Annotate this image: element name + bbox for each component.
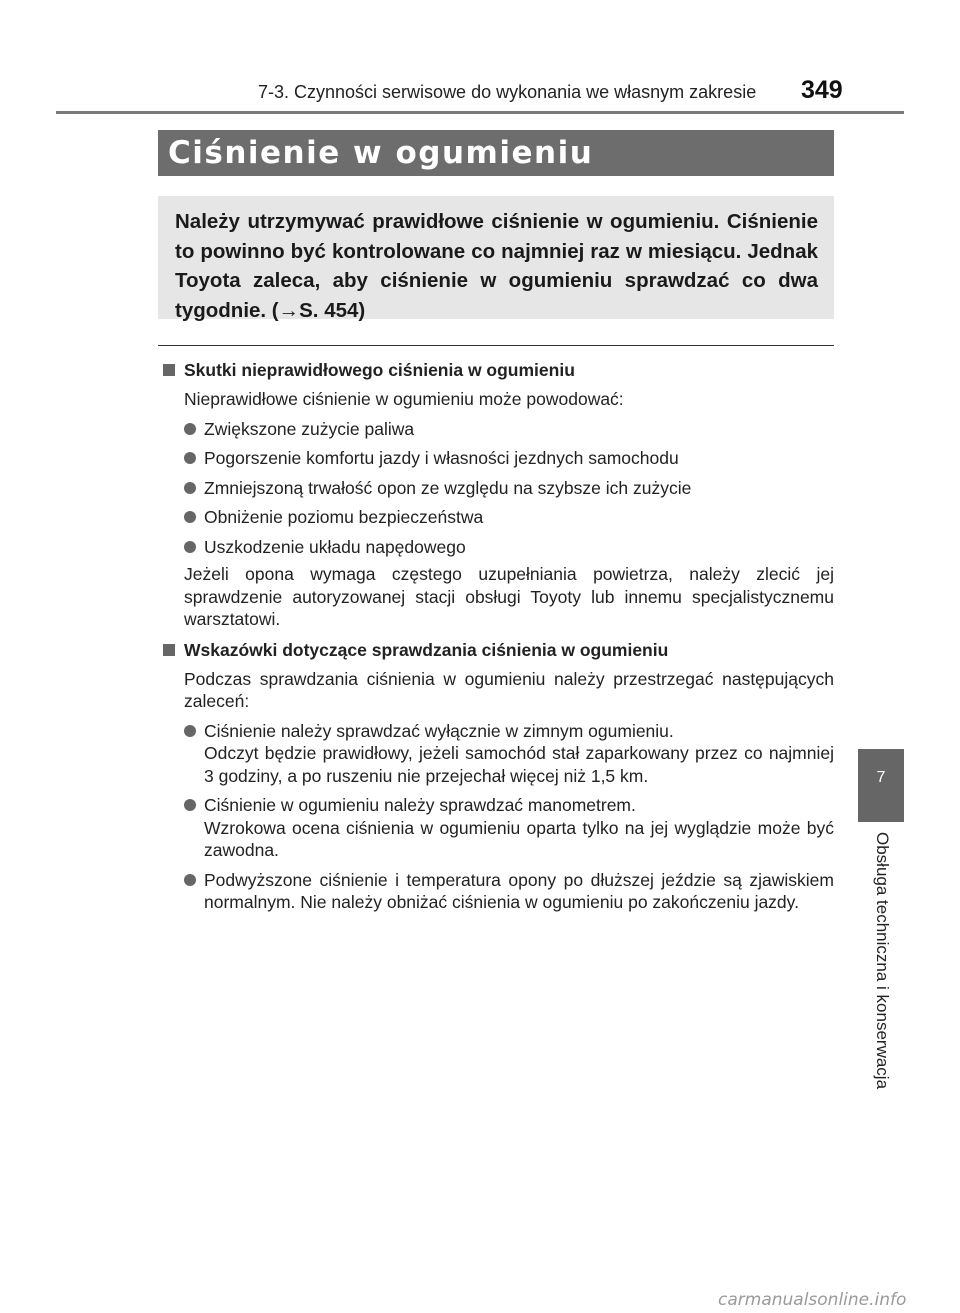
round-bullet-icon	[184, 799, 196, 811]
square-bullet-icon	[163, 364, 175, 376]
intro-box	[158, 196, 834, 322]
list-item	[184, 506, 834, 529]
round-bullet-icon	[184, 541, 196, 553]
list-item	[184, 477, 834, 500]
list-item	[184, 869, 834, 914]
list-item	[184, 418, 834, 441]
list-item	[184, 447, 834, 470]
chapter-number: 7	[876, 769, 886, 786]
list-item-text: Ciśnienie w ogumieniu należy sprawdzać manometrem.	[204, 795, 636, 815]
chapter-tab	[858, 749, 904, 822]
list-item-detail: Wzrokowa ocena ciśnienia w ogumieniu oparta tylko na jej wyglądzie może być zawodna.	[204, 817, 834, 860]
running-header: 7-3. Czynności serwisowe do wykonania we własnym zakresie	[258, 82, 757, 102]
list-item	[184, 720, 834, 788]
watermark: carmanualsonline.info	[718, 1290, 907, 1310]
list-item-text: Ciśnienie należy sprawdzać wyłącznie w zimnym ogumieniu.	[204, 720, 674, 741]
list-item-text: Zmniejszoną trwałość opon ze względu na szybsze ich zużycie	[204, 477, 692, 498]
round-bullet-icon	[184, 423, 196, 435]
section-heading-text: Wskazówki dotyczące sprawdzania ciśnienia w ogumieniu	[184, 639, 669, 660]
list-item-detail: Odczyt będzie prawidłowy, jeżeli samochód stał zaparkowany przez co najmniej 3 godziny, a po ruszeniu nie przejechał więcej niż 1,5 km.	[204, 743, 834, 786]
header-divider	[56, 111, 904, 114]
section-heading-text: Skutki nieprawidłowego ciśnienia w ogumieniu	[184, 360, 575, 380]
round-bullet-icon	[184, 482, 196, 494]
title-bar	[158, 130, 834, 176]
square-bullet-icon	[163, 644, 175, 656]
list-item-text: Uszkodzenie układu napędowego	[204, 536, 466, 557]
list-item	[184, 536, 834, 559]
intro-text: Należy utrzymywać prawidłowe ciśnienie w ogumieniu. Ciśnienie to powinno być kontrolowane co najmniej raz w miesiącu. Jednak Toyota zaleca, aby ciśnienie w ogumieniu sprawdzać co dwa tygodnie. (→S. 454)	[175, 210, 818, 322]
section-heading	[158, 637, 834, 663]
list-item-text: Obniżenie poziomu bezpieczeństwa	[204, 507, 484, 527]
page-title: Ciśnienie w ogumieniu	[168, 135, 594, 171]
content-body	[158, 353, 834, 914]
section-closing: Jeżeli opona wymaga częstego uzupełniania powietrza, należy zlecić jej sprawdzenie autoryzowanej stacji obsługi Toyoty lub innemu specjalistycznemu warsztatowi.	[184, 564, 834, 629]
chapter-label: Obsługa techniczna i konserwacja	[873, 832, 892, 1090]
round-bullet-icon	[184, 725, 196, 737]
list-item-text: Podwyższone ciśnienie i temperatura opony po dłuższej jeździe są zjawiskiem normalnym. Nie należy obniżać ciśnienia w ogumieniu po zakończeniu jazdy.	[204, 869, 834, 912]
section-lead: Podczas sprawdzania ciśnienia w ogumieniu należy przestrzegać następujących zaleceń:	[184, 668, 834, 711]
page-number: 349	[801, 76, 843, 104]
list-item	[184, 794, 834, 862]
list-item-text: Pogorszenie komfortu jazdy i własności jezdnych samochodu	[204, 448, 679, 468]
round-bullet-icon	[184, 874, 196, 886]
round-bullet-icon	[184, 511, 196, 523]
list-item-text: Zwiększone zużycie paliwa	[204, 418, 415, 439]
section-heading	[158, 357, 834, 383]
section-lead: Nieprawidłowe ciśnienie w ogumieniu może powodować:	[184, 389, 624, 409]
section-divider	[158, 345, 834, 346]
round-bullet-icon	[184, 452, 196, 464]
